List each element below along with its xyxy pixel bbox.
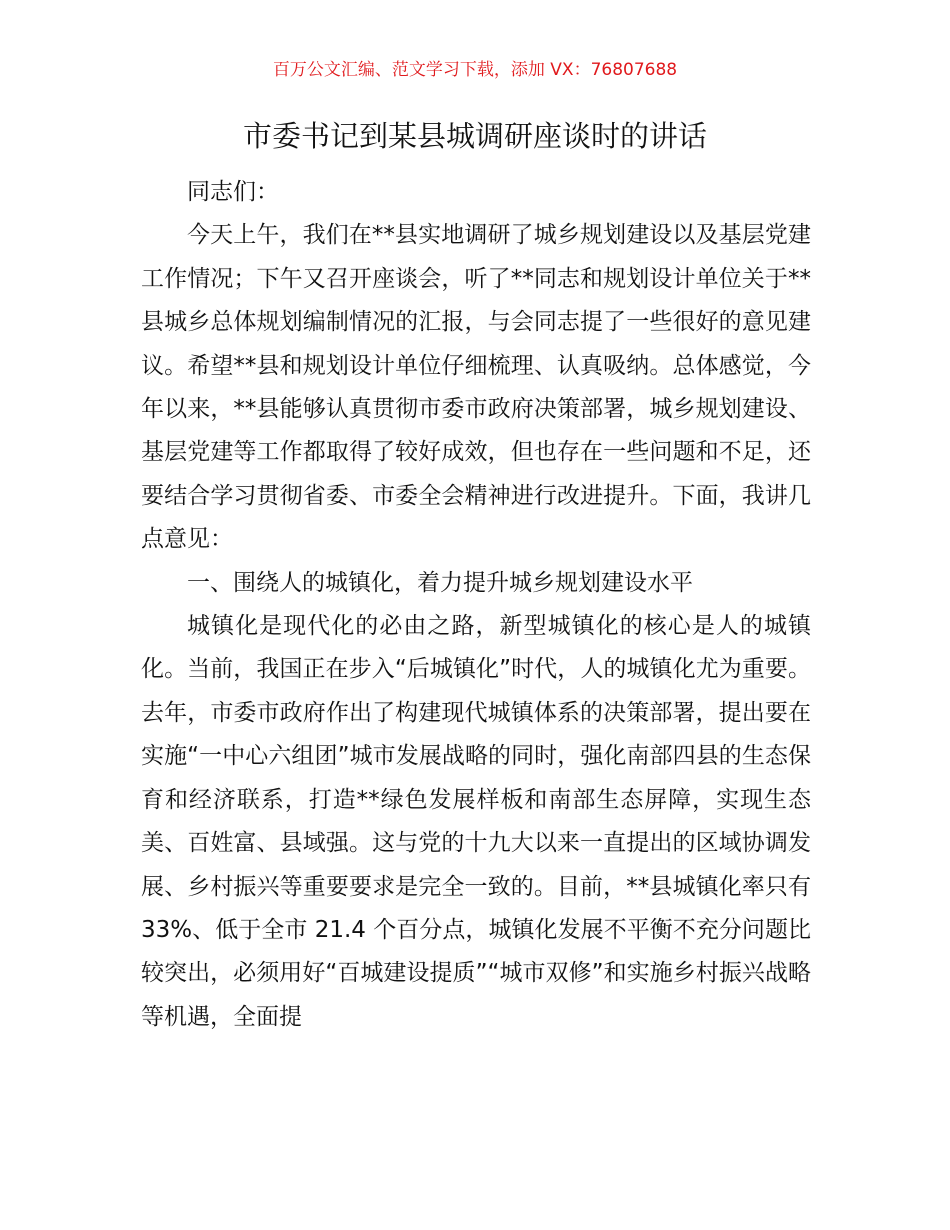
document-title: 市委书记到某县城调研座谈时的讲话: [242, 119, 707, 153]
document-body: [141, 171, 811, 1039]
paragraph-intro: 今天上午，我们在**县实地调研了城乡规划建设以及基层党建工作情况；下午又召开座谈会，听了**同志和规划设计单位关于**县城乡总体规划编制情况的汇报，与会同志提了一些很好的意见建议。希望**县和规划设计单位仔细梳理、认真吸纳。总体感觉，今年以来，**县能够认真贯彻市委市政府决策部署，城乡规划建设、基层党建等工作都取得了较好成效，但也存在一些问题和不足，还要结合学习贯彻省委、市委全会精神进行改进提升。下面，我讲几点意见：: [141, 222, 811, 553]
section-heading-1: 一、围绕人的城镇化，着力提升城乡规划建设水平: [187, 569, 693, 596]
salutation: 同志们：: [187, 179, 279, 205]
header-banner: 百万公文汇编、范文学习下载，添加 VX：76807688: [272, 60, 678, 80]
paragraph-urbanization: 城镇化是现代化的必由之路，新型城镇化的核心是人的城镇化。当前，我国正在步入“后城镇化”时代，人的城镇化尤为重要。去年，市委市政府作出了构建现代城镇体系的决策部署，提出要在实施“一中心六组团”城市发展战略的同时，强化南部四县的生态保育和经济联系，打造**绿色发展样板和南部生态屏障，实现生态美、百姓富、县域强。这与党的十九大以来一直提出的区域协调发展、乡村振兴等重要要求是完全一致的。目前，**县城镇化率只有 33%、低于全市 21.4 个百分点，城镇化发展不平衡不充分问题比较突出，必须用好“百城建设提质”“城市双修”和实施乡村振兴战略等机遇，全面提: [141, 613, 811, 1030]
